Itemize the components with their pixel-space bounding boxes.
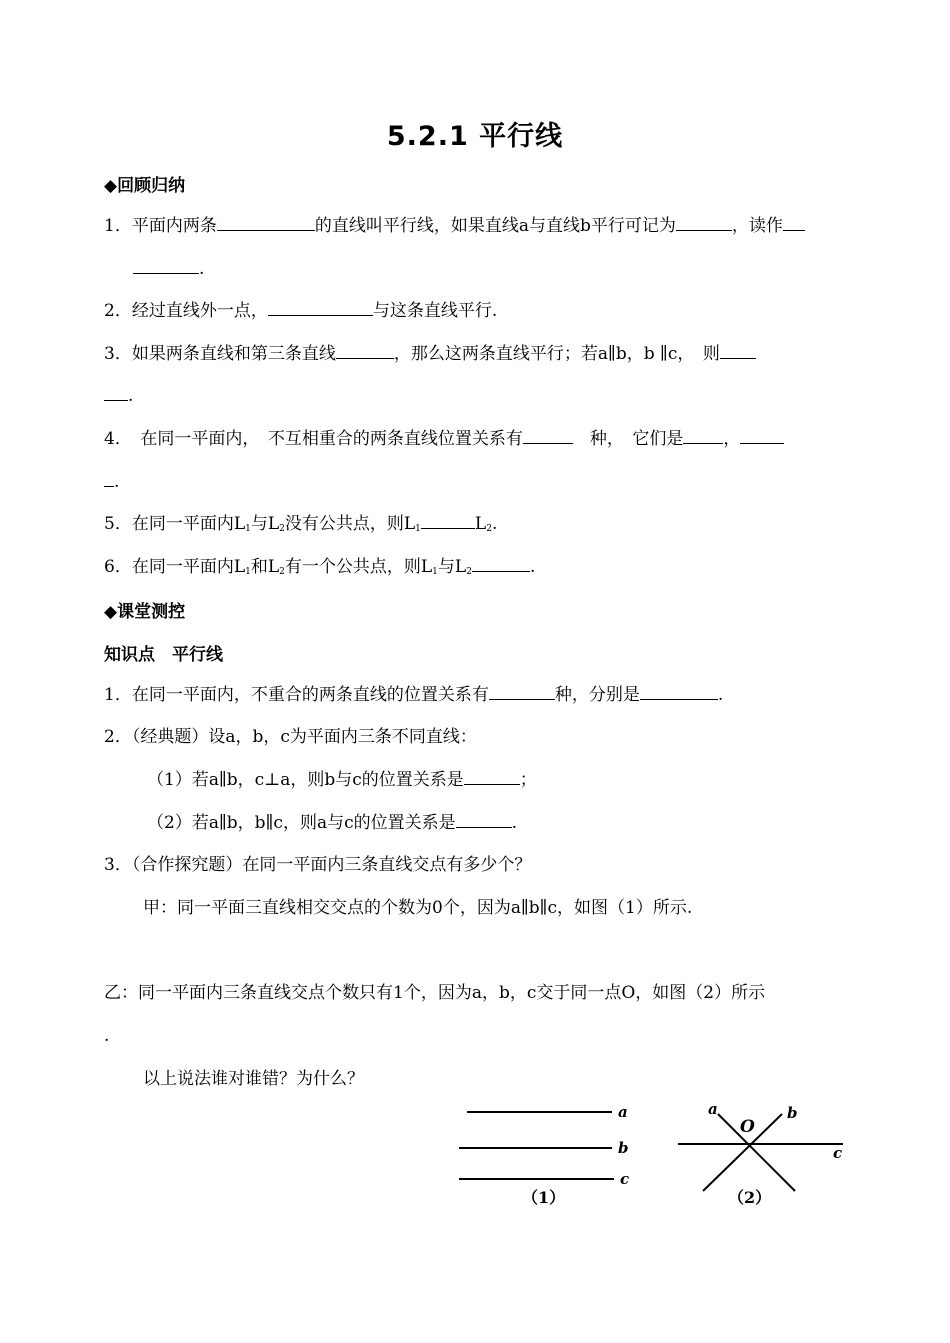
answer-blank[interactable]	[740, 426, 784, 444]
line-label-a: a	[618, 1103, 628, 1121]
figures	[450, 1096, 850, 1216]
answer-blank[interactable]	[489, 682, 555, 700]
answer-blank[interactable]	[104, 469, 114, 487]
review-question-3: 3．如果两条直线和第三条直线 ，那么这两条直线平行；若a∥b，b ∥c， 则	[104, 341, 756, 366]
answer-blank[interactable]	[523, 426, 573, 444]
page-title: 5.2.1 平行线	[386, 121, 564, 152]
answer-blank[interactable]	[217, 213, 315, 231]
line-label-c: c	[620, 1170, 630, 1188]
classroom-question-3: 3．（合作探究题）在同一平面内三条直线交点有多少个？	[104, 855, 532, 875]
figure-2-caption: （2）	[728, 1188, 772, 1207]
figure-2-intersecting-lines	[678, 1100, 843, 1207]
answer-blank[interactable]	[640, 682, 718, 700]
answer-blank[interactable]	[104, 383, 128, 401]
answer-blank[interactable]	[268, 298, 373, 316]
review-question-1: 1．平面内两条 的直线叫平行线，如果直线a与直线b平行可记为 ，读作	[104, 213, 805, 238]
knowledge-point-heading: 知识点 平行线	[104, 645, 223, 665]
statement-jia: 甲：同一平面三直线相交交点的个数为0个，因为a∥b∥c，如图（1）所示.	[143, 898, 693, 918]
followup-question: 以上说法谁对谁错？为什么？	[143, 1069, 364, 1089]
line-label-c: c	[833, 1144, 843, 1162]
review-question-3-cont: .	[104, 383, 133, 408]
classroom-question-2-part-1: （1）若a∥b，c⊥a，则b与c的位置关系是 ；	[147, 767, 537, 792]
figure-1-caption: （1）	[522, 1188, 566, 1207]
statement-yi-end: .	[104, 1026, 110, 1046]
answer-blank[interactable]	[720, 341, 756, 359]
section-classroom-heading: ◆课堂测控	[104, 602, 186, 622]
statement-yi: 乙：同一平面内三条直线交点个数只有1个，因为a，b，c交于同一点O，如图（2）所示	[104, 983, 766, 1003]
answer-blank[interactable]	[683, 426, 723, 444]
line-label-b: b	[618, 1139, 629, 1157]
line-label-b: b	[787, 1104, 798, 1122]
review-question-5: 5．在同一平面内$L_1$与$L_2$没有公共点，则$L_1$ $L_2$.	[104, 511, 497, 541]
answer-blank[interactable]	[456, 810, 512, 828]
line-label-a: a	[708, 1100, 718, 1118]
answer-blank[interactable]	[336, 341, 394, 359]
answer-blank[interactable]	[676, 213, 732, 231]
review-question-1-cont: .	[133, 256, 204, 281]
review-question-6: 6．在同一平面内$L_1$和$L_2$有一个公共点，则$L_1$与$L_2$ .	[104, 554, 535, 584]
classroom-question-1: 1．在同一平面内，不重合的两条直线的位置关系有 种，分别是 .	[104, 682, 723, 707]
intersection-label-o: O	[740, 1117, 755, 1137]
answer-blank[interactable]	[472, 554, 530, 572]
figure-1-parallel-lines	[459, 1103, 629, 1207]
review-question-4: 4． 在同一平面内， 不互相重合的两条直线位置关系有 种， 它们是 ，	[104, 426, 784, 451]
answer-blank[interactable]	[464, 767, 520, 785]
section-review-heading: ◆回顾归纳	[104, 176, 186, 196]
answer-blank[interactable]	[783, 213, 805, 231]
answer-blank[interactable]	[421, 511, 475, 529]
classroom-question-2: 2．（经典题）设a，b，c为平面内三条不同直线：	[104, 727, 477, 747]
classroom-question-2-part-2: （2）若a∥b，b∥c，则a与c的位置关系是 .	[147, 810, 517, 835]
answer-blank[interactable]	[133, 256, 199, 274]
review-question-2: 2．经过直线外一点， 与这条直线平行.	[104, 298, 497, 323]
review-question-4-cont: .	[104, 469, 119, 494]
